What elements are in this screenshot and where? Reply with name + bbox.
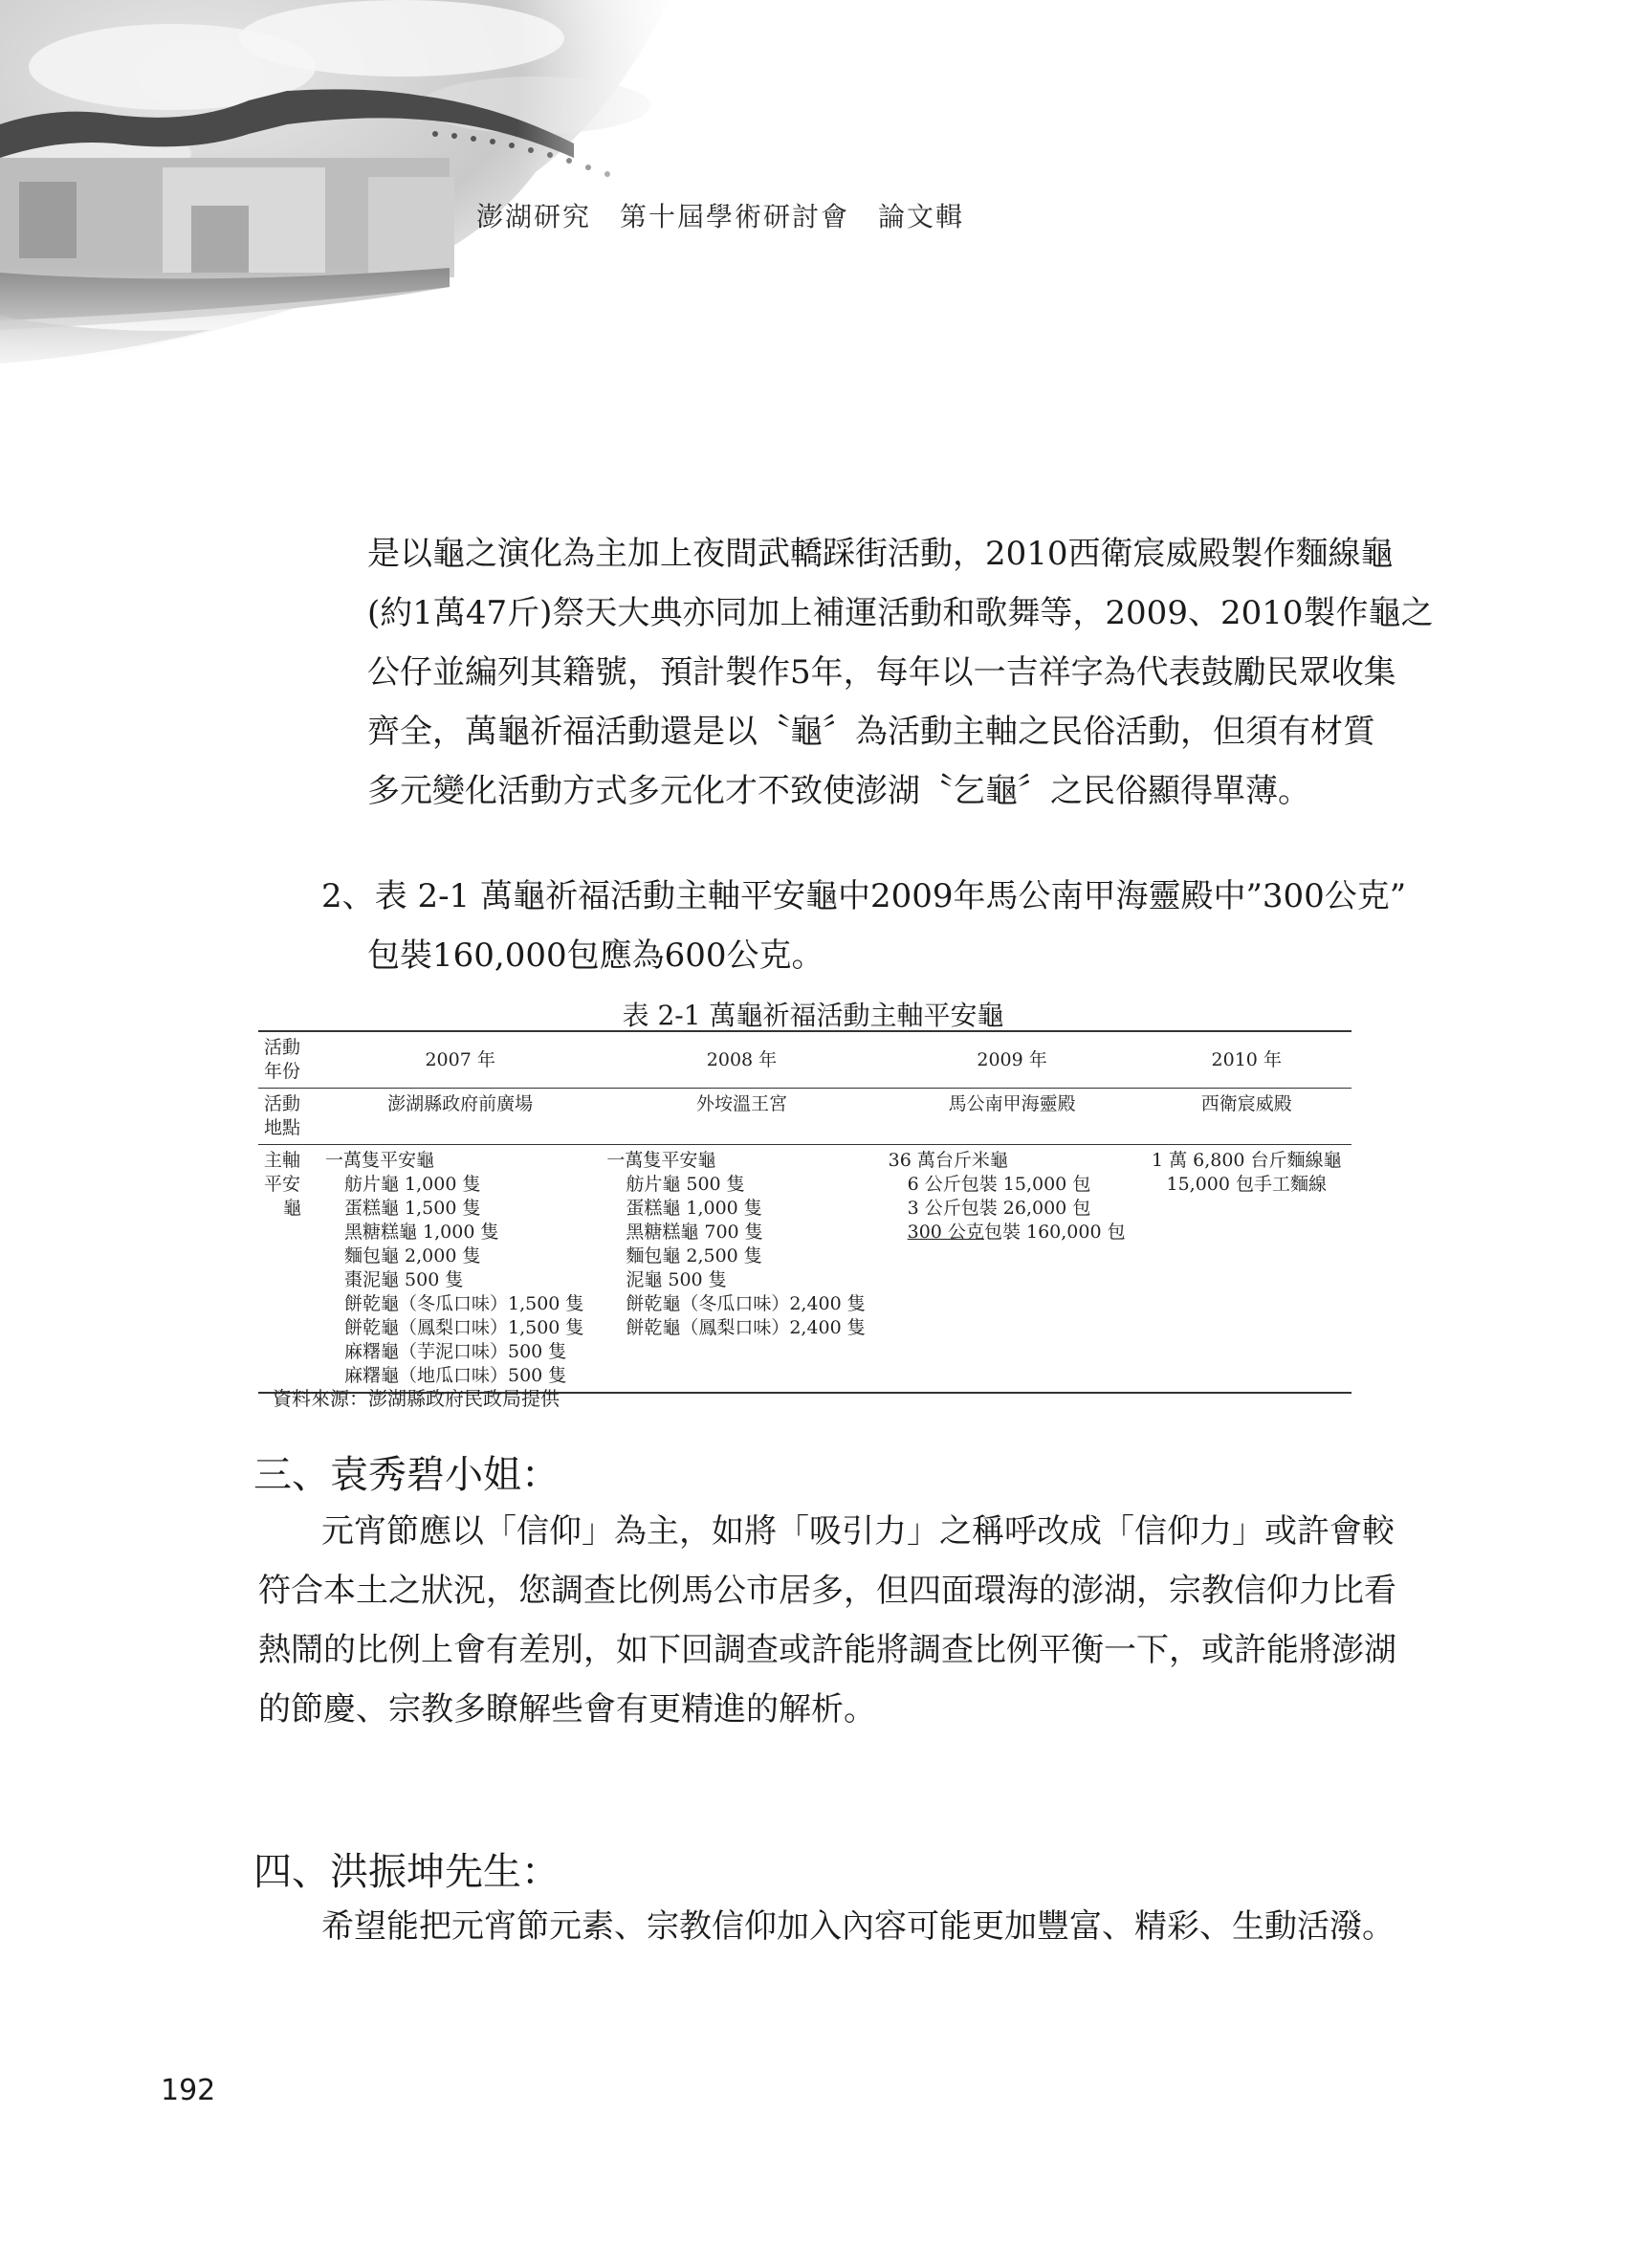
underlined-weight: 300 公克 [907, 1222, 984, 1243]
paragraph-line: 符合本土之狀況，您調查比例馬公市居多，但四面環海的澎湖，宗教信仰力比看 [258, 1572, 1396, 1610]
paragraph-line: 公仔並編列其籍號，預計製作5年，每年以一吉祥字為代表鼓勵民眾收集 [367, 653, 1396, 692]
list-item-line: 包裝160,000包應為600公克。 [367, 936, 824, 975]
paragraph-line: 熱鬧的比例上會有差別，如下回調查或許能將調查比例平衡一下，或許能將澎湖 [258, 1631, 1396, 1669]
paragraph-line: 是以龜之演化為主加上夜間武轎踩街活動，2010西衛宸威殿製作麵線龜 [367, 535, 1394, 573]
table-row-main-turtle [258, 1145, 1351, 1394]
table-source-note: 資料來源：澎湖縣政府民政局提供 [273, 1387, 560, 1410]
items-2009 [883, 1145, 1142, 1394]
running-header-title: 澎湖研究 第十屆學術研討會 論文輯 [476, 201, 965, 232]
row-label-year: 活動 年份 [264, 1037, 301, 1082]
cell-item: 泥龜 500 隻 [626, 1269, 727, 1290]
cell-item: 餅乾龜（冬瓜口味）2,400 隻 [626, 1293, 866, 1314]
paragraph-continuation [367, 524, 1434, 821]
cell-item-underlined [889, 1221, 1136, 1244]
row-label-main: 主軸 平安 龜 [264, 1150, 302, 1219]
cell-head: 1 萬 6,800 台斤麵線龜 [1151, 1150, 1342, 1171]
cell-item: 6 公斤包裝 15,000 包 [907, 1174, 1091, 1195]
section-4-heading: 四、洪振坤先生： [253, 1850, 560, 1894]
year-2010: 2010 年 [1211, 1048, 1282, 1070]
paragraph-line: 元宵節應以「信仰」為主，如將「吸引力」之稱呼改成「信仰力」或許會較 [321, 1512, 1395, 1551]
cell-item: 舫片龜 1,000 隻 [344, 1174, 481, 1195]
year-2009: 2009 年 [977, 1048, 1047, 1070]
turtle-activity-table [258, 1030, 1351, 1394]
cell-item: 餅乾龜（冬瓜口味）1,500 隻 [344, 1293, 584, 1314]
cell-item: 餅乾龜（鳳梨口味）2,400 隻 [626, 1317, 866, 1338]
year-2008: 2008 年 [706, 1048, 778, 1070]
list-item-line: 2、表 2-1 萬龜祈福活動主軸平安龜中2009年馬公南甲海靈殿中”300公克” [321, 877, 1407, 915]
cell-item: 棗泥龜 500 隻 [344, 1269, 464, 1290]
cell-head: 一萬隻平安龜 [606, 1150, 716, 1171]
cell-item: 舫片龜 500 隻 [626, 1174, 745, 1195]
cell-item: 麵包龜 2,000 隻 [344, 1245, 481, 1266]
section-3-heading: 三、袁秀碧小姐： [253, 1453, 560, 1497]
table-header-row [258, 1031, 1351, 1089]
section-4-paragraph: 希望能把元宵節元素、宗教信仰加入內容可能更加豐富、精彩、生動活潑。 [321, 1907, 1395, 1946]
row-label-location: 活動 地點 [264, 1093, 301, 1138]
list-item-2 [321, 867, 1407, 985]
location-2010: 西衛宸威殿 [1200, 1093, 1292, 1114]
paragraph-line: 多元變化活動方式多元化才不致使澎湖〝乞龜〞之民俗顯得單薄。 [367, 772, 1310, 810]
items-2010 [1142, 1145, 1351, 1394]
cell-head: 一萬隻平安龜 [325, 1150, 435, 1171]
location-2008: 外垵溫王宮 [695, 1093, 787, 1114]
cell-item: 麵包龜 2,500 隻 [626, 1245, 762, 1266]
cell-item-rest: 包裝 160,000 包 [983, 1222, 1126, 1243]
items-2007 [319, 1145, 601, 1394]
page-number: 192 [161, 2074, 216, 2107]
header-banner-illustration [0, 0, 689, 383]
table-caption: 表 2-1 萬龜祈福活動主軸平安龜 [622, 1000, 1004, 1031]
cell-item: 蛋糕龜 1,000 隻 [626, 1198, 762, 1219]
cell-item: 餅乾龜（鳳梨口味）1,500 隻 [344, 1317, 584, 1338]
cell-item: 3 公斤包裝 26,000 包 [907, 1198, 1091, 1219]
section-3-paragraph [258, 1502, 1396, 1739]
cell-item: 黑糖糕龜 700 隻 [626, 1222, 763, 1243]
cell-item: 麻糬龜（芋泥口味）500 隻 [344, 1341, 567, 1362]
paragraph-line: (約1萬47斤)祭天大典亦同加上補運活動和歌舞等，2009、2010製作龜之 [367, 594, 1434, 632]
cell-item: 蛋糕龜 1,500 隻 [344, 1198, 481, 1219]
cell-item: 麻糬龜（地瓜口味）500 隻 [344, 1365, 567, 1386]
items-2008 [601, 1145, 882, 1394]
cell-item: 15,000 包手工麵線 [1166, 1174, 1328, 1195]
paragraph-line: 的節慶、宗教多瞭解些會有更精進的解析。 [258, 1690, 876, 1729]
location-2007: 澎湖縣政府前廣場 [387, 1093, 534, 1114]
location-2009: 馬公南甲海靈殿 [948, 1093, 1076, 1114]
cell-head: 36 萬台斤米龜 [888, 1150, 1008, 1171]
cell-item: 黑糖糕龜 1,000 隻 [344, 1222, 499, 1243]
table-row-location [258, 1089, 1351, 1145]
paragraph-line: 齊全，萬龜祈福活動還是以〝龜〞為活動主軸之民俗活動，但須有材質 [367, 713, 1375, 751]
year-2007: 2007 年 [425, 1048, 495, 1070]
